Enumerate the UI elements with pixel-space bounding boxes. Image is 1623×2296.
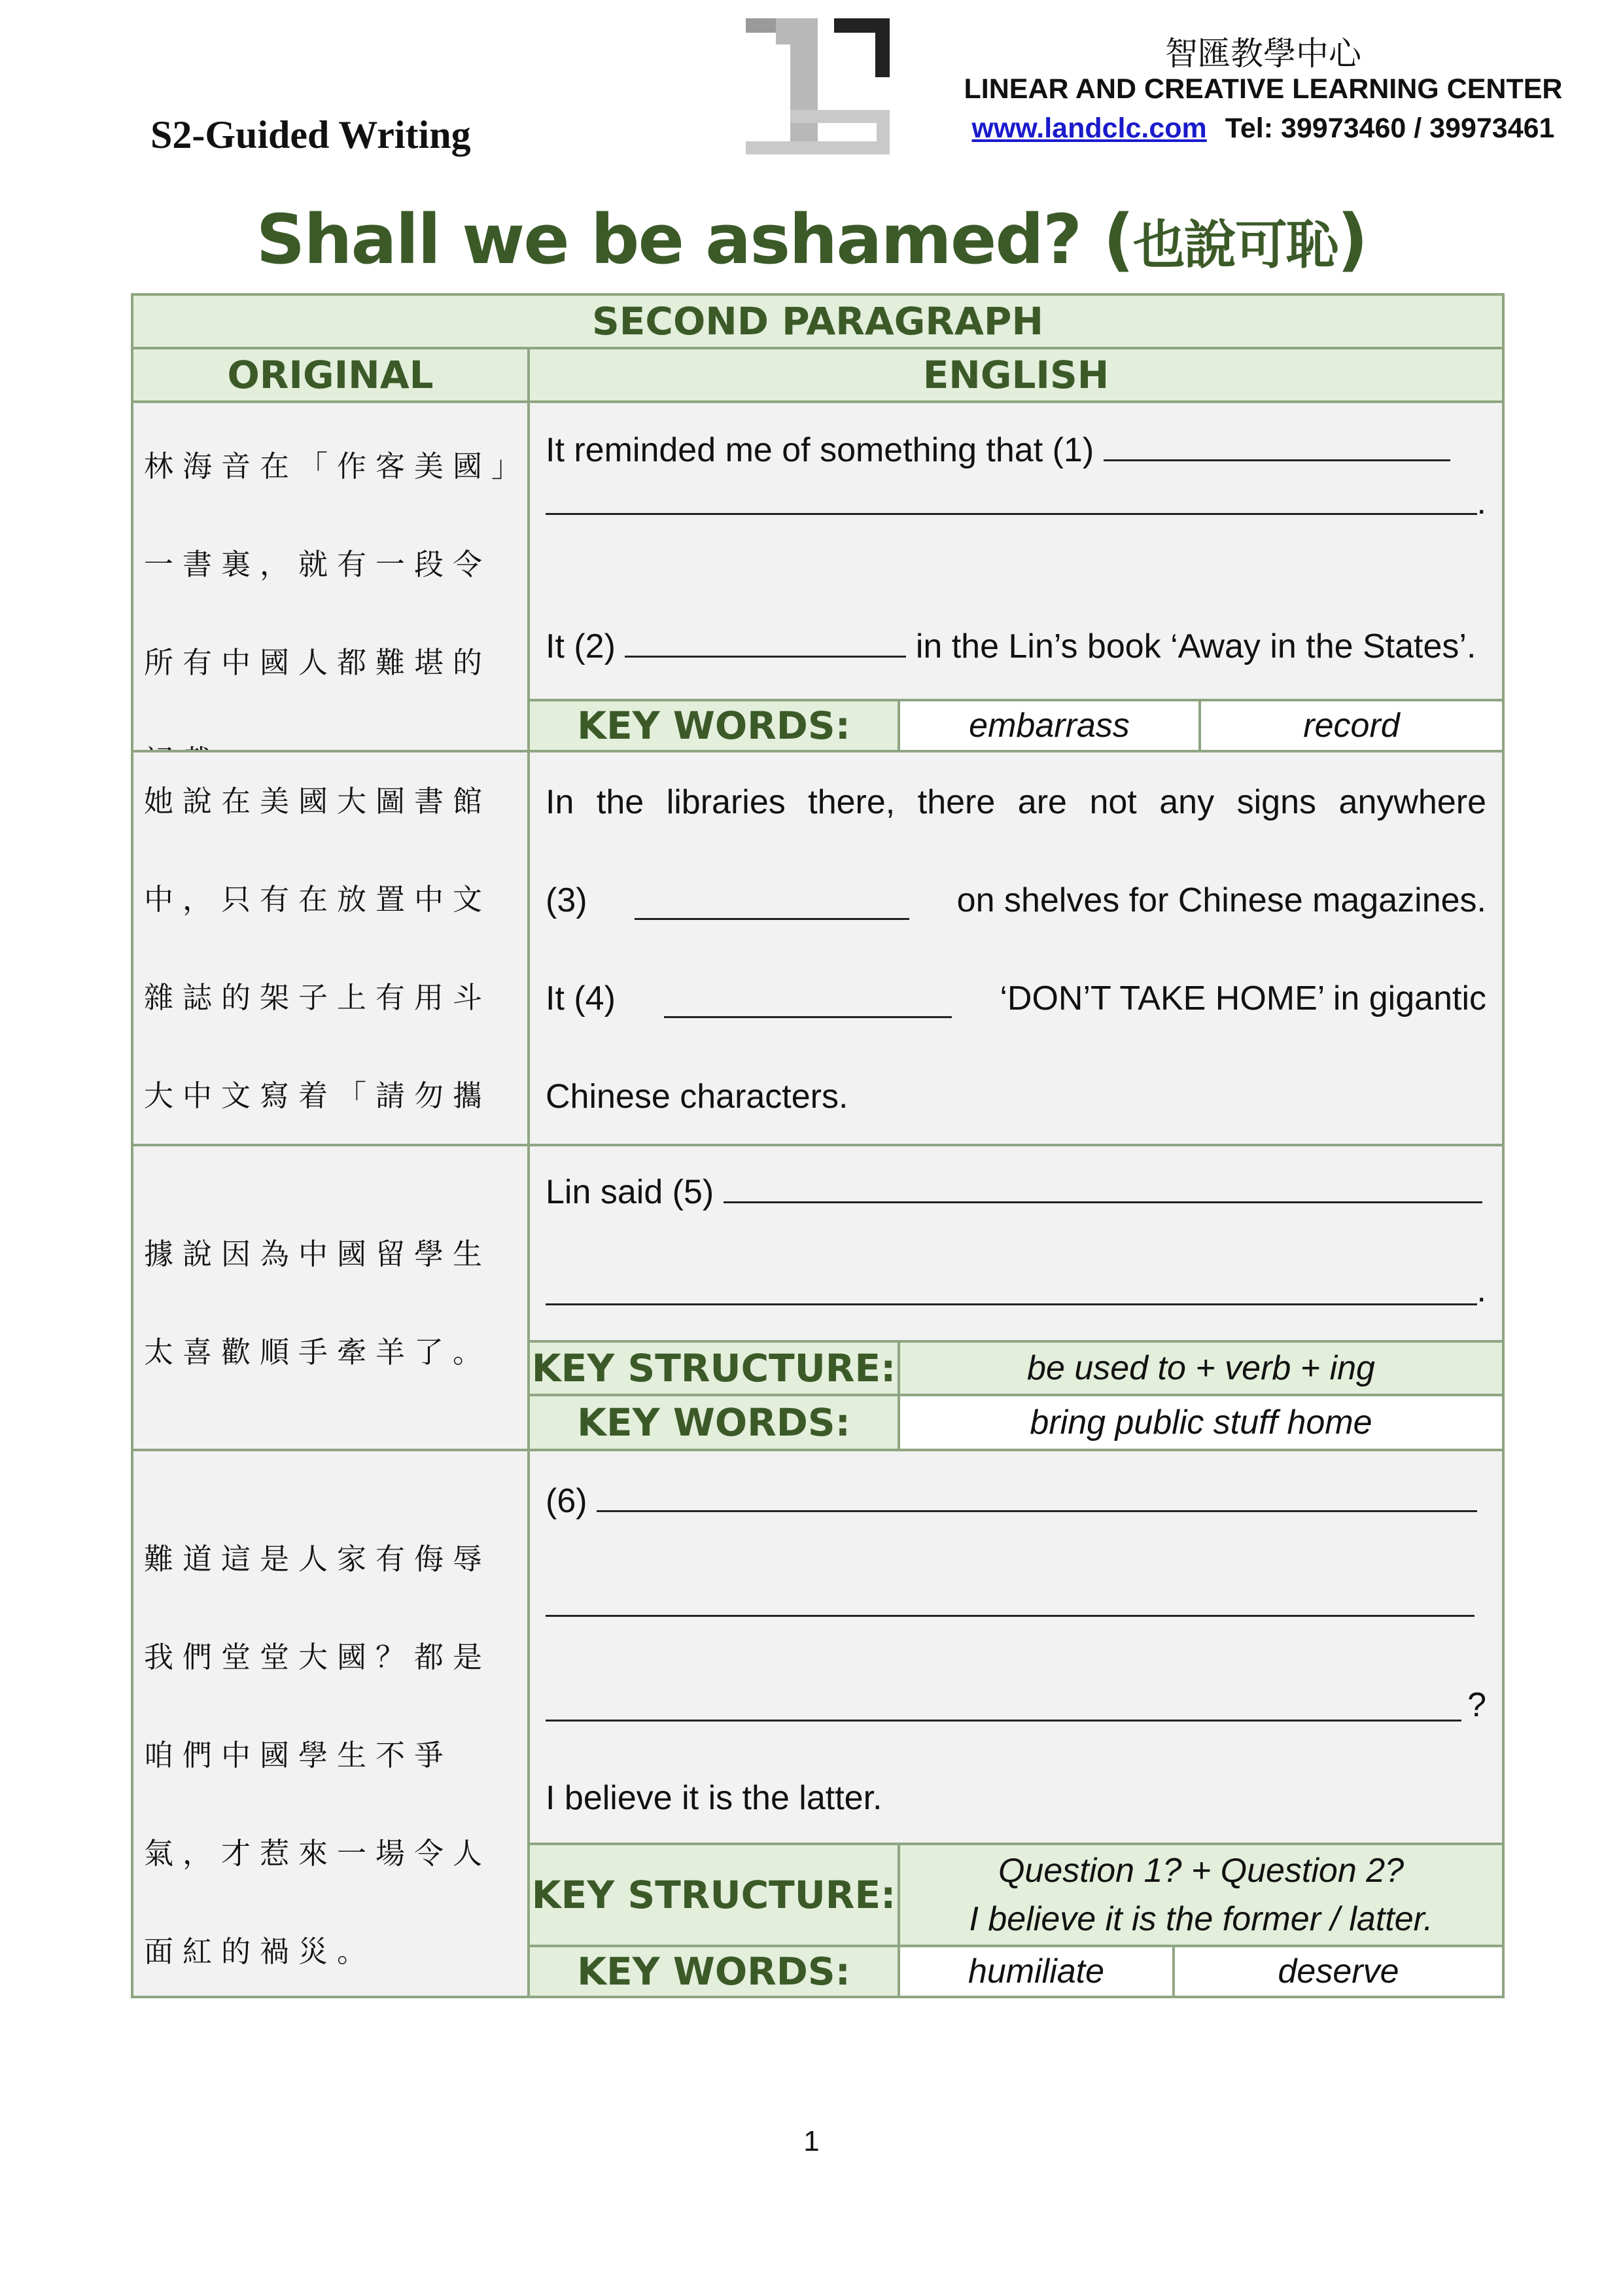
key-structure-label-4: KEY STRUCTURE: [527,1843,900,1947]
key-structure-value-4 [898,1843,1505,1947]
english-cell-1 [527,400,1505,701]
blank-6-line-2[interactable] [546,1615,1475,1617]
blank-4[interactable] [664,979,952,1018]
key-words-label-1: KEY WORDS: [527,699,900,752]
sentence-4-cont: Chinese characters. [546,1078,848,1116]
sentence-3-cont: (3) on shelves for Chinese magazines. [546,881,1486,919]
english-cell-2 [527,750,1505,1146]
key-structure-value-3: be used to + verb + ing [898,1340,1505,1396]
title-chinese: 也說可恥 [1132,214,1337,275]
column-header-original: ORIGINAL [131,347,530,403]
key-word-record: record [1198,699,1505,752]
blank-6[interactable] [597,1510,1477,1512]
original-text-3: 據說因為中國留學生太喜歡順手牽羊了。 [131,1144,530,1451]
key-word-humiliate: humiliate [898,1945,1175,1998]
website-link[interactable]: www.landclc.com [971,113,1207,144]
blank-5[interactable] [724,1201,1482,1203]
sentence-3: In the libraries there, there are not any signs anywhere [546,783,1486,821]
blank-1-continued[interactable] [546,513,1477,515]
sentence-2: It (2) in the Lin’s book ‘Away in the States’. [546,627,1476,665]
center-name-chinese: 智匯教學中心 [1165,35,1361,73]
sentence-4: It (4) ‘DON’T TAKE HOME’ in gigantic [546,980,1486,1017]
telephone: Tel: 39973460 / 39973461 [1225,113,1555,144]
blank-6-line-3[interactable] [546,1720,1461,1722]
section-heading: SECOND PARAGRAPH [131,293,1505,349]
sentence-5: Lin said (5) [546,1173,1482,1212]
key-words-label-4: KEY WORDS: [527,1945,900,1998]
english-cell-3 [527,1144,1505,1343]
center-logo [746,18,890,154]
key-words-value-3: bring public stuff home [898,1394,1505,1451]
key-structure-label-3: KEY STRUCTURE: [527,1340,900,1396]
key-word-deserve: deserve [1172,1945,1505,1998]
english-cell-4 [527,1449,1505,1845]
key-word-embarrass: embarrass [898,699,1201,752]
original-text-1: 林海音在「作客美國」一書裏，就有一段令所有中國人都難堪的 [131,400,530,752]
blank-3[interactable] [635,881,909,920]
blank-2[interactable] [625,656,906,658]
sentence-7: I believe it is the latter. [546,1779,882,1817]
original-text-4: 難道這是人家有侮辱我們堂堂大國？都是咱們中國學生不爭氣，才惹來一場令人面紅的禍災。 [131,1449,530,1998]
key-words-label-3: KEY WORDS: [527,1394,900,1451]
key-structure-line-1: Question 1? + Question 2? [998,1852,1405,1890]
period-1: . [1476,484,1486,521]
page-number: 1 [803,2125,820,2157]
blank-1[interactable] [1104,459,1450,461]
center-contact [943,113,1584,145]
title-close: ) [1336,200,1367,279]
question-mark-6: ? [1467,1686,1486,1724]
blank-5-continued[interactable] [546,1303,1477,1305]
center-name-english: LINEAR AND CREATIVE LEARNING CENTER [964,73,1563,105]
original-text-2: 她說在美國大圖書館中，只有在放置中文雜誌的架子上有用斗大中文寫着「請勿攜 [131,750,530,1146]
column-header-english: ENGLISH [527,347,1505,403]
sentence-6: (6) [546,1481,1477,1521]
key-structure-line-2: I believe it is the former / latter. [969,1900,1433,1938]
page-title [0,200,1623,279]
course-label: S2-Guided Writing [150,113,471,156]
title-english: Shall we be ashamed? ( [256,200,1133,279]
period-5: . [1476,1271,1486,1309]
sentence-1: It reminded me of something that (1) [546,431,1450,470]
